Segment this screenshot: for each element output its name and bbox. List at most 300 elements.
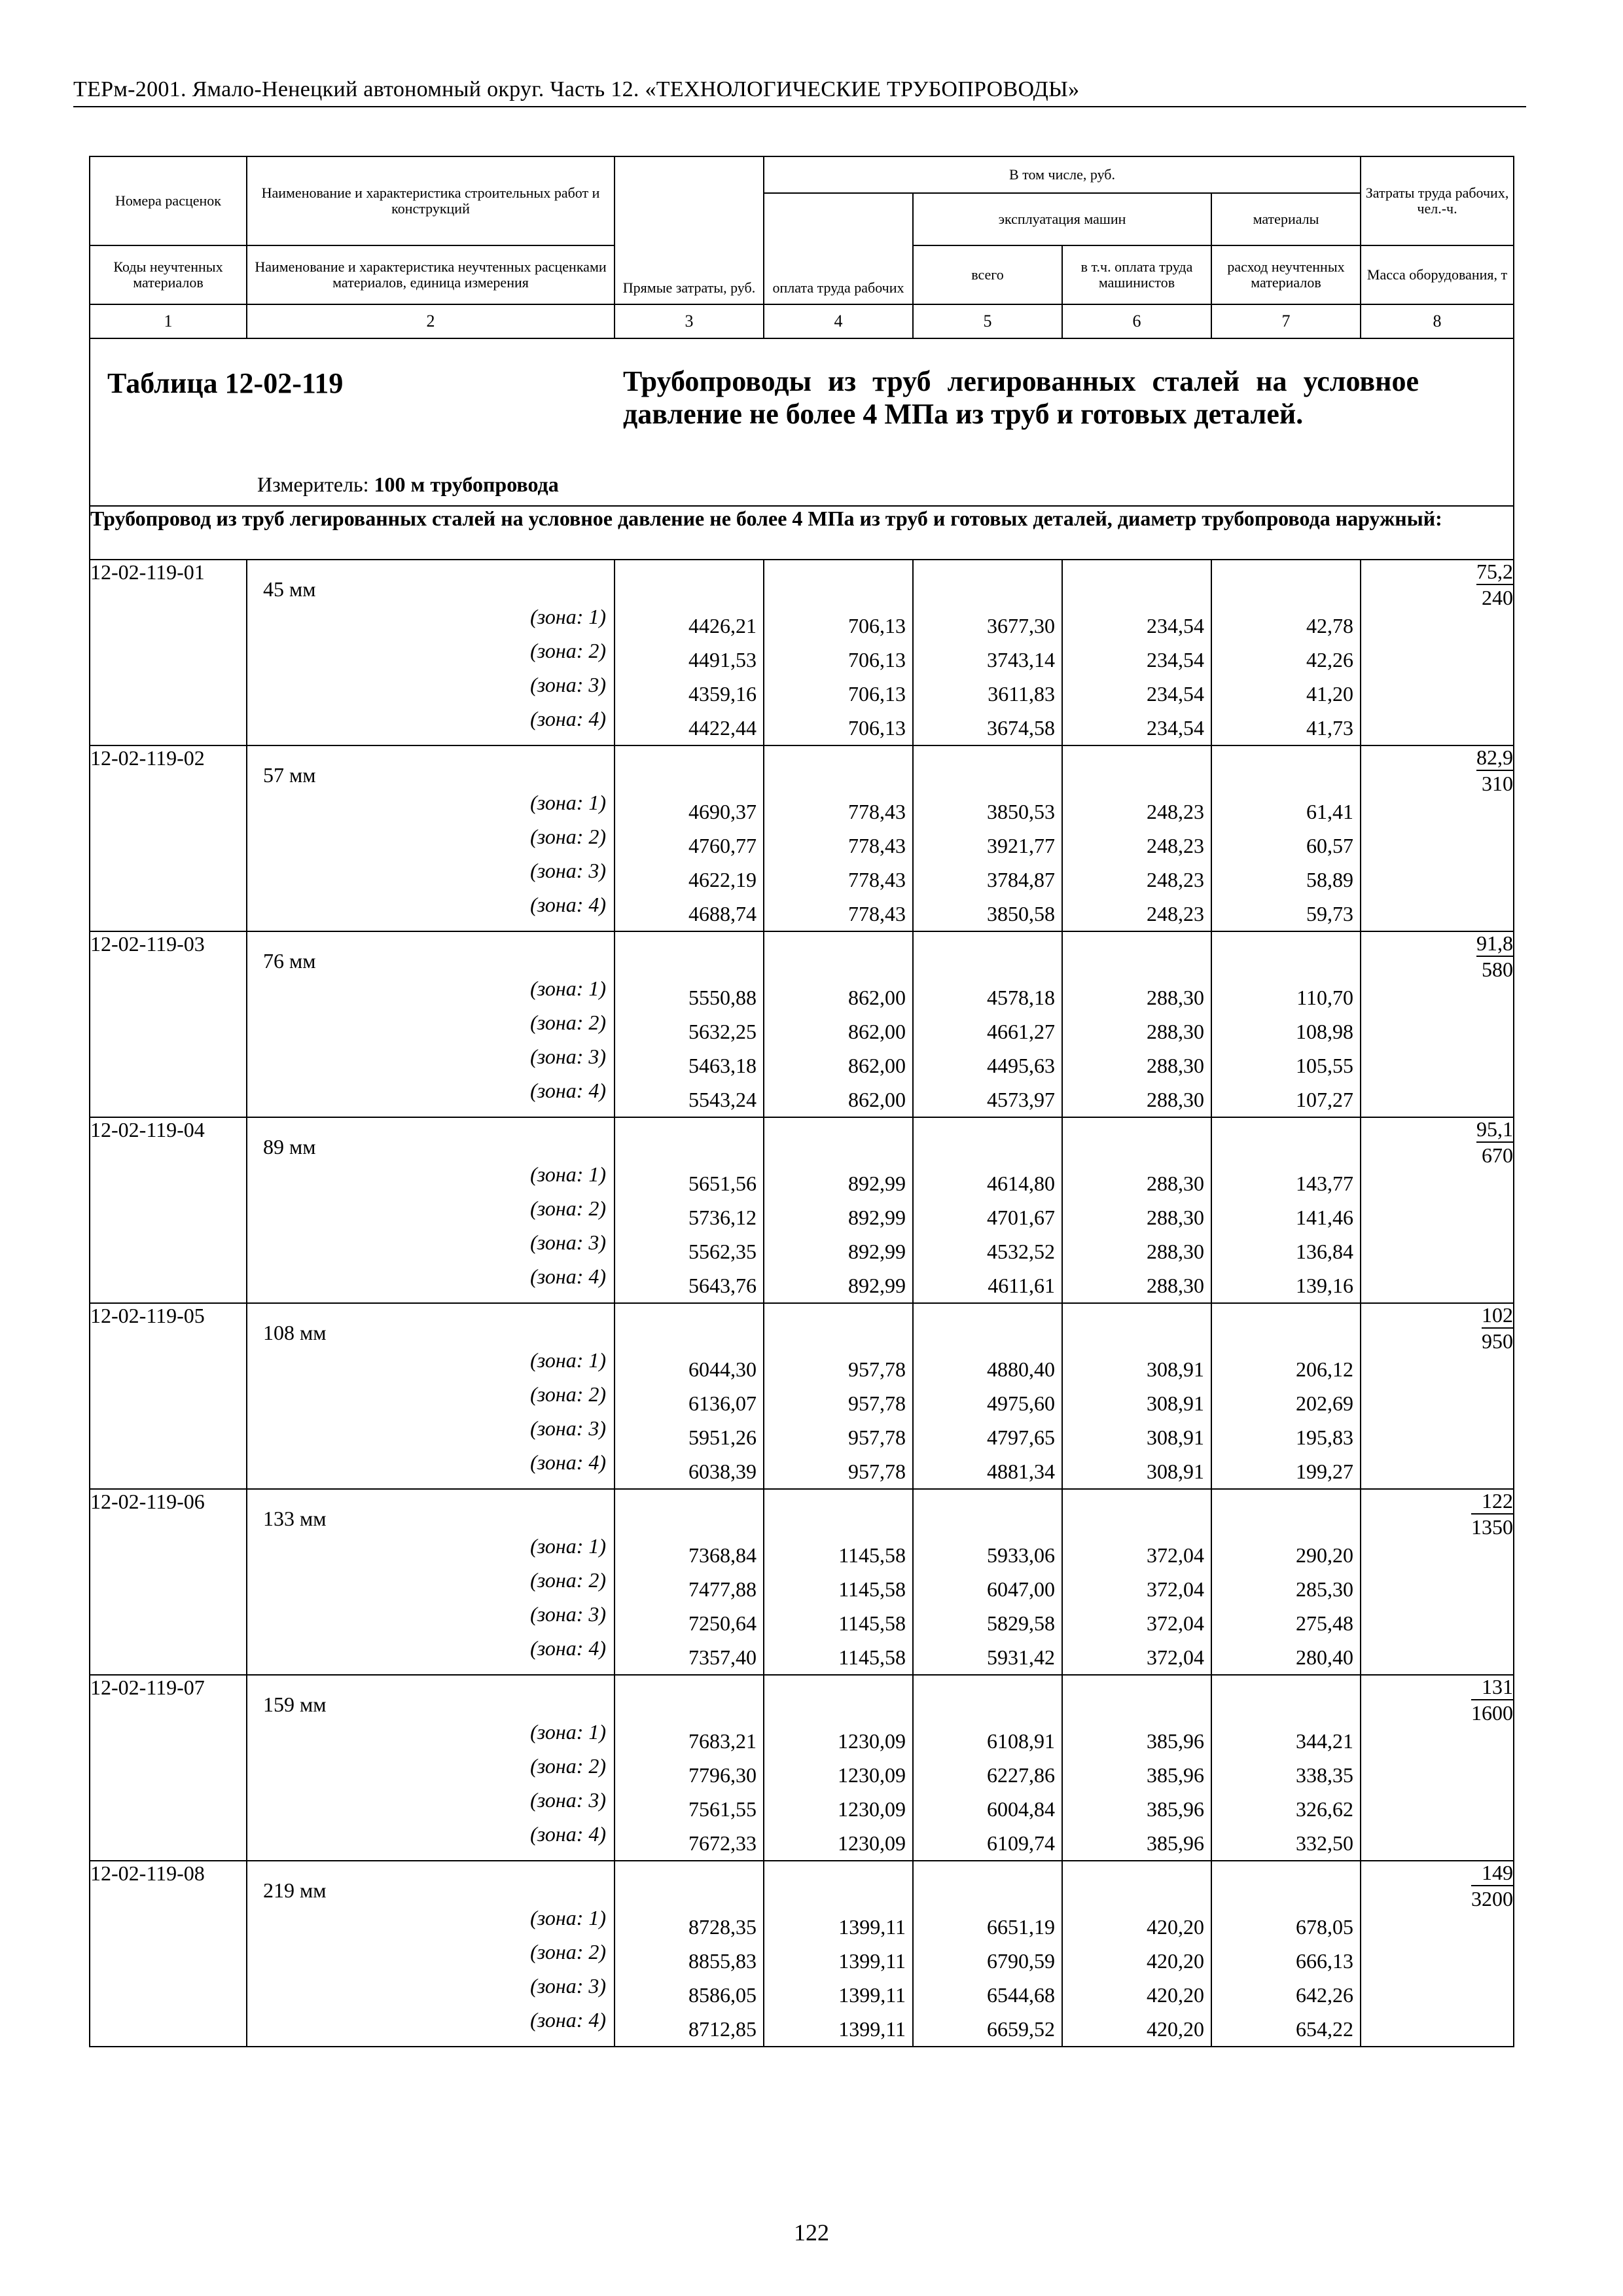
equipment-mass: 310 [1482, 772, 1514, 795]
zone-value: 4573,97 [987, 1088, 1055, 1111]
col4-header: оплата труда рабочих [764, 193, 913, 304]
value-cell [764, 745, 913, 931]
zone-value: 248,23 [1147, 902, 1204, 925]
zone-label: (зона: 3) [530, 673, 606, 696]
value-cell [913, 1489, 1062, 1675]
table-row [90, 1861, 1514, 2047]
table-title: Трубопроводы из труб легированных сталей на условное давление не более 4 МПа из труб и готовых деталей. [623, 365, 1419, 430]
table-code: Таблица 12-02-119 [107, 367, 344, 399]
zone-value: 308,91 [1147, 1391, 1204, 1415]
labor-mass-fraction [1471, 1490, 1513, 1538]
zone-value: 308,91 [1147, 1357, 1204, 1381]
labor-mass-cell [1361, 1303, 1514, 1489]
zone-value: 4614,80 [987, 1172, 1055, 1195]
group-header: В том числе, руб. [764, 156, 1361, 193]
zone-value: 4975,60 [987, 1391, 1055, 1415]
value-cell [1062, 745, 1211, 931]
zone-value: 4359,16 [688, 682, 757, 706]
col-number: 6 [1062, 304, 1211, 338]
diameter: 76 мм [263, 949, 316, 973]
zone-value: 6790,59 [987, 1949, 1055, 1973]
value-cell [1062, 1117, 1211, 1303]
value-cell [913, 745, 1062, 931]
col-number: 8 [1361, 304, 1514, 338]
zone-value: 141,46 [1296, 1206, 1354, 1229]
zone-value: 420,20 [1147, 1949, 1204, 1973]
diameter: 89 мм [263, 1135, 316, 1158]
zone-label: (зона: 3) [530, 1416, 606, 1440]
col1-subheader: Коды неучтенных материалов [90, 245, 247, 304]
labor-cost: 131 [1471, 1676, 1513, 1700]
zone-value: 234,54 [1147, 716, 1204, 740]
zone-label: (зона: 4) [530, 1450, 606, 1474]
rate-name-cell [247, 560, 615, 745]
zone-label: (зона: 4) [530, 893, 606, 916]
zone-value: 4578,18 [987, 986, 1055, 1009]
zone-value: 6651,19 [987, 1915, 1055, 1939]
zone-value: 420,20 [1147, 1983, 1204, 2007]
zone-value: 706,13 [848, 614, 906, 637]
zone-value: 5651,56 [688, 1172, 757, 1195]
section-title: Трубопровод из труб легированных сталей на условное давление не более 4 МПа из труб и готовых деталей, диаметр трубопровода наружный: [90, 506, 1514, 560]
zone-value: 8712,85 [688, 2017, 757, 2041]
equipment-mass: 3200 [1471, 1887, 1514, 1910]
zone-value: 372,04 [1147, 1611, 1204, 1635]
zone-value: 326,62 [1296, 1797, 1354, 1821]
rate-name-cell [247, 1303, 615, 1489]
zone-value: 6038,39 [688, 1460, 757, 1483]
zone-value: 234,54 [1147, 648, 1204, 672]
zone-label: (зона: 2) [530, 1382, 606, 1406]
machines-header: эксплуатация машин [913, 193, 1211, 245]
zone-value: 5829,58 [987, 1611, 1055, 1635]
zone-value: 4491,53 [688, 648, 757, 672]
zone-value: 5463,18 [688, 1054, 757, 1077]
value-cell [1211, 745, 1361, 931]
zone-value: 6136,07 [688, 1391, 757, 1415]
rate-code: 12-02-119-07 [90, 1675, 247, 1861]
zone-value: 385,96 [1147, 1831, 1204, 1855]
zone-value: 7368,84 [688, 1543, 757, 1567]
value-cell [1211, 1675, 1361, 1861]
zone-label: (зона: 4) [530, 1636, 606, 1660]
zone-value: 61,41 [1306, 800, 1354, 823]
zone-value: 288,30 [1147, 986, 1204, 1009]
rate-code: 12-02-119-01 [90, 560, 247, 745]
zone-value: 42,78 [1306, 614, 1354, 637]
value-cell [913, 1861, 1062, 2047]
value-cell [913, 931, 1062, 1117]
zone-value: 862,00 [848, 1020, 906, 1043]
rate-name-cell [247, 1117, 615, 1303]
value-cell [1211, 931, 1361, 1117]
meter-label: Измеритель: [257, 473, 369, 496]
equipment-mass: 1350 [1471, 1515, 1514, 1539]
diameter: 219 мм [263, 1878, 327, 1902]
rate-code: 12-02-119-06 [90, 1489, 247, 1675]
zone-value: 280,40 [1296, 1645, 1354, 1669]
col1-header: Номера расценок [90, 156, 247, 245]
zone-value: 285,30 [1296, 1577, 1354, 1601]
value-cell [764, 1675, 913, 1861]
value-cell [1062, 1675, 1211, 1861]
zone-label: (зона: 2) [530, 639, 606, 662]
zone-value: 288,30 [1147, 1240, 1204, 1263]
zone-value: 105,55 [1296, 1054, 1354, 1077]
value-cell [615, 1117, 764, 1303]
zone-value: 1230,09 [838, 1797, 906, 1821]
zone-value: 275,48 [1296, 1611, 1354, 1635]
value-cell [1062, 931, 1211, 1117]
zone-label: (зона: 1) [530, 1348, 606, 1372]
zone-value: 6659,52 [987, 2017, 1055, 2041]
table-row [90, 745, 1514, 931]
value-cell [1062, 560, 1211, 745]
labor-mass-cell [1361, 1675, 1514, 1861]
zone-value: 7477,88 [688, 1577, 757, 1601]
value-cell [615, 560, 764, 745]
labor-mass-cell [1361, 560, 1514, 745]
zone-value: 199,27 [1296, 1460, 1354, 1483]
zone-label: (зона: 2) [530, 1196, 606, 1220]
rows-body [90, 560, 1514, 2047]
zone-value: 1399,11 [838, 1983, 906, 2007]
zone-value: 8586,05 [688, 1983, 757, 2007]
zone-label: (зона: 1) [530, 1720, 606, 1744]
value-cell [615, 745, 764, 931]
zone-value: 6227,86 [987, 1763, 1055, 1787]
zone-value: 1230,09 [838, 1831, 906, 1855]
zone-value: 6108,91 [987, 1729, 1055, 1753]
zone-value: 1399,11 [838, 2017, 906, 2041]
labor-mass-cell [1361, 1489, 1514, 1675]
labor-mass-cell [1361, 1117, 1514, 1303]
zone-value: 778,43 [848, 800, 906, 823]
labor-mass-fraction [1471, 1676, 1513, 1724]
equipment-mass: 950 [1482, 1329, 1514, 1353]
zone-value: 288,30 [1147, 1020, 1204, 1043]
zone-label: (зона: 1) [530, 1534, 606, 1558]
zone-value: 892,99 [848, 1172, 906, 1195]
zone-label: (зона: 3) [530, 1602, 606, 1626]
zone-value: 5736,12 [688, 1206, 757, 1229]
zone-value: 5931,42 [987, 1645, 1055, 1669]
zone-value: 202,69 [1296, 1391, 1354, 1415]
rate-name-cell [247, 1861, 615, 2047]
zone-value: 3611,83 [988, 682, 1055, 706]
col8-subheader: Масса оборудования, т [1361, 245, 1514, 304]
zone-value: 234,54 [1147, 614, 1204, 637]
zone-value: 332,50 [1296, 1831, 1354, 1855]
table-row [90, 560, 1514, 745]
zone-value: 778,43 [848, 868, 906, 891]
zone-value: 338,35 [1296, 1763, 1354, 1787]
zone-value: 654,22 [1296, 2017, 1354, 2041]
equipment-mass: 580 [1482, 958, 1514, 981]
zone-label: (зона: 1) [530, 1906, 606, 1929]
zone-value: 288,30 [1147, 1172, 1204, 1195]
col-number: 5 [913, 304, 1062, 338]
zone-value: 1145,58 [838, 1543, 906, 1567]
zone-value: 862,00 [848, 1088, 906, 1111]
zone-value: 195,83 [1296, 1426, 1354, 1449]
zone-value: 4532,52 [987, 1240, 1055, 1263]
zone-value: 862,00 [848, 986, 906, 1009]
zone-value: 4426,21 [688, 614, 757, 637]
diameter: 57 мм [263, 763, 316, 787]
rate-name-cell [247, 745, 615, 931]
col2-subheader: Наименование и характеристика неучтенных расценками материалов, единица измерения [247, 245, 615, 304]
labor-cost: 91,8 [1476, 932, 1513, 957]
zone-value: 143,77 [1296, 1172, 1354, 1195]
value-cell [764, 931, 913, 1117]
zone-value: 6544,68 [987, 1983, 1055, 2007]
zone-label: (зона: 1) [530, 605, 606, 628]
zone-value: 3850,58 [987, 902, 1055, 925]
zone-value: 5951,26 [688, 1426, 757, 1449]
zone-value: 8855,83 [688, 1949, 757, 1973]
zone-value: 4701,67 [987, 1206, 1055, 1229]
zone-label: (зона: 3) [530, 1974, 606, 1998]
rate-code: 12-02-119-08 [90, 1861, 247, 2047]
zone-value: 420,20 [1147, 2017, 1204, 2041]
zone-label: (зона: 3) [530, 1230, 606, 1254]
zone-value: 5562,35 [688, 1240, 757, 1263]
zone-label: (зона: 4) [530, 1822, 606, 1846]
zone-value: 4797,65 [987, 1426, 1055, 1449]
labor-cost: 122 [1471, 1490, 1513, 1515]
zone-value: 6109,74 [987, 1831, 1055, 1855]
col7-header: расход неучтенных материалов [1211, 245, 1361, 304]
zone-value: 957,78 [848, 1391, 906, 1415]
labor-cost: 102 [1482, 1304, 1513, 1329]
zone-value: 1230,09 [838, 1729, 906, 1753]
page-number: 122 [794, 2219, 829, 2246]
zone-value: 3921,77 [987, 834, 1055, 857]
zone-value: 8728,35 [688, 1915, 757, 1939]
col6-header: в т.ч. оплата труда машинистов [1062, 245, 1211, 304]
rate-code: 12-02-119-02 [90, 745, 247, 931]
labor-mass-fraction [1482, 1304, 1513, 1352]
zone-value: 892,99 [848, 1274, 906, 1297]
col5-header: всего [913, 245, 1062, 304]
zone-label: (зона: 4) [530, 2008, 606, 2032]
diameter: 108 мм [263, 1321, 327, 1344]
zone-value: 385,96 [1147, 1729, 1204, 1753]
zone-label: (зона: 3) [530, 1045, 606, 1068]
value-cell [1211, 1117, 1361, 1303]
labor-cost: 95,1 [1476, 1118, 1513, 1143]
zone-value: 4495,63 [987, 1054, 1055, 1077]
zone-label: (зона: 4) [530, 1079, 606, 1102]
zone-value: 7250,64 [688, 1611, 757, 1635]
labor-mass-cell [1361, 1861, 1514, 2047]
value-cell [913, 560, 1062, 745]
zone-value: 372,04 [1147, 1543, 1204, 1567]
zone-value: 706,13 [848, 682, 906, 706]
rate-name-cell [247, 1489, 615, 1675]
zone-value: 957,78 [848, 1426, 906, 1449]
table-row [90, 931, 1514, 1117]
zone-value: 706,13 [848, 716, 906, 740]
col-number: 3 [615, 304, 764, 338]
zone-value: 6004,84 [987, 1797, 1055, 1821]
zone-label: (зона: 2) [530, 1754, 606, 1778]
equipment-mass: 240 [1482, 586, 1514, 609]
zone-value: 248,23 [1147, 868, 1204, 891]
zone-value: 6047,00 [987, 1577, 1055, 1601]
zone-label: (зона: 1) [530, 1162, 606, 1186]
equipment-mass: 670 [1482, 1143, 1514, 1167]
zone-value: 372,04 [1147, 1577, 1204, 1601]
labor-mass-fraction [1476, 560, 1513, 609]
zone-value: 892,99 [848, 1240, 906, 1263]
value-cell [615, 1489, 764, 1675]
zone-label: (зона: 2) [530, 1940, 606, 1964]
zone-value: 3784,87 [987, 868, 1055, 891]
col3-header: Прямые затраты, руб. [615, 156, 764, 304]
zone-label: (зона: 1) [530, 977, 606, 1000]
zone-value: 234,54 [1147, 682, 1204, 706]
zone-value: 1399,11 [838, 1915, 906, 1939]
zone-value: 308,91 [1147, 1426, 1204, 1449]
rate-code: 12-02-119-04 [90, 1117, 247, 1303]
labor-cost: 82,9 [1476, 746, 1513, 771]
zone-value: 136,84 [1296, 1240, 1354, 1263]
zone-value: 385,96 [1147, 1797, 1204, 1821]
zone-label: (зона: 3) [530, 1788, 606, 1812]
value-cell [764, 1861, 913, 2047]
meter-value: 100 м трубопровода [374, 473, 559, 496]
header-rule [73, 106, 1526, 107]
zone-value: 5643,76 [688, 1274, 757, 1297]
zone-value: 372,04 [1147, 1645, 1204, 1669]
value-cell [913, 1303, 1062, 1489]
table-heading [90, 338, 1514, 506]
zone-value: 7561,55 [688, 1797, 757, 1821]
labor-mass-cell [1361, 745, 1514, 931]
zone-value: 59,73 [1306, 902, 1354, 925]
diameter: 133 мм [263, 1507, 327, 1530]
zone-value: 4760,77 [688, 834, 757, 857]
table-row [90, 1489, 1514, 1675]
rate-name-cell [247, 1675, 615, 1861]
zone-value: 5543,24 [688, 1088, 757, 1111]
zone-value: 110,70 [1296, 986, 1354, 1009]
equipment-mass: 1600 [1471, 1701, 1514, 1725]
zone-label: (зона: 2) [530, 1568, 606, 1592]
zone-label: (зона: 1) [530, 791, 606, 814]
value-cell [615, 1303, 764, 1489]
value-cell [1211, 1303, 1361, 1489]
zone-value: 957,78 [848, 1357, 906, 1381]
col-number: 2 [247, 304, 615, 338]
value-cell [1062, 1861, 1211, 2047]
col2-header: Наименование и характеристика строительных работ и конструкций [247, 156, 615, 245]
value-cell [615, 931, 764, 1117]
zone-value: 862,00 [848, 1054, 906, 1077]
zone-value: 288,30 [1147, 1054, 1204, 1077]
rate-code: 12-02-119-03 [90, 931, 247, 1117]
zone-value: 4661,27 [987, 1020, 1055, 1043]
zone-value: 139,16 [1296, 1274, 1354, 1297]
zone-value: 7357,40 [688, 1645, 757, 1669]
table-row [90, 1675, 1514, 1861]
value-cell [764, 1489, 913, 1675]
zone-value: 678,05 [1296, 1915, 1354, 1939]
zone-label: (зона: 2) [530, 1011, 606, 1034]
zone-value: 385,96 [1147, 1763, 1204, 1787]
zone-value: 666,13 [1296, 1949, 1354, 1973]
zone-value: 1145,58 [838, 1577, 906, 1601]
value-cell [615, 1861, 764, 2047]
zone-value: 7672,33 [688, 1831, 757, 1855]
zone-value: 288,30 [1147, 1088, 1204, 1111]
col-number: 4 [764, 304, 913, 338]
zone-value: 288,30 [1147, 1274, 1204, 1297]
zone-value: 1145,58 [838, 1611, 906, 1635]
meter [257, 473, 559, 497]
zone-value: 288,30 [1147, 1206, 1204, 1229]
zone-value: 420,20 [1147, 1915, 1204, 1939]
zone-value: 4880,40 [987, 1357, 1055, 1381]
zone-value: 778,43 [848, 902, 906, 925]
zone-label: (зона: 2) [530, 825, 606, 848]
col8-header: Затраты труда рабочих, чел.-ч. [1361, 156, 1514, 245]
zone-value: 1399,11 [838, 1949, 906, 1973]
zone-value: 1230,09 [838, 1763, 906, 1787]
diameter: 45 мм [263, 577, 316, 601]
zone-value: 4422,44 [688, 716, 757, 740]
zone-label: (зона: 4) [530, 707, 606, 730]
labor-mass-fraction [1476, 932, 1513, 980]
col-number: 7 [1211, 304, 1361, 338]
rate-code: 12-02-119-05 [90, 1303, 247, 1489]
value-cell [1211, 560, 1361, 745]
value-cell [764, 1117, 913, 1303]
table-row [90, 1303, 1514, 1489]
zone-value: 248,23 [1147, 834, 1204, 857]
diameter: 159 мм [263, 1693, 327, 1716]
col-number: 1 [90, 304, 247, 338]
zone-value: 5933,06 [987, 1543, 1055, 1567]
zone-value: 5550,88 [688, 986, 757, 1009]
zone-value: 248,23 [1147, 800, 1204, 823]
value-cell [615, 1675, 764, 1861]
zone-value: 778,43 [848, 834, 906, 857]
zone-value: 1145,58 [838, 1645, 906, 1669]
labor-mass-fraction [1471, 1861, 1513, 1910]
labor-cost: 75,2 [1476, 560, 1513, 585]
zone-value: 58,89 [1306, 868, 1354, 891]
value-cell [1062, 1303, 1211, 1489]
value-cell [764, 1303, 913, 1489]
labor-cost: 149 [1471, 1861, 1513, 1886]
value-cell [913, 1675, 1062, 1861]
zone-value: 344,21 [1296, 1729, 1354, 1753]
price-table [89, 156, 1514, 2047]
zone-value: 6044,30 [688, 1357, 757, 1381]
zone-value: 3677,30 [987, 614, 1055, 637]
running-header: ТЕРм-2001. Ямало-Ненецкий автономный округ. Часть 12. «ТЕХНОЛОГИЧЕСКИЕ ТРУБОПРОВОДЫ» [73, 77, 1080, 101]
zone-value: 4881,34 [987, 1460, 1055, 1483]
zone-value: 3850,53 [987, 800, 1055, 823]
zone-value: 206,12 [1296, 1357, 1354, 1381]
rate-name-cell [247, 931, 615, 1117]
zone-value: 290,20 [1296, 1543, 1354, 1567]
zone-value: 4622,19 [688, 868, 757, 891]
materials-header: материалы [1211, 193, 1361, 245]
